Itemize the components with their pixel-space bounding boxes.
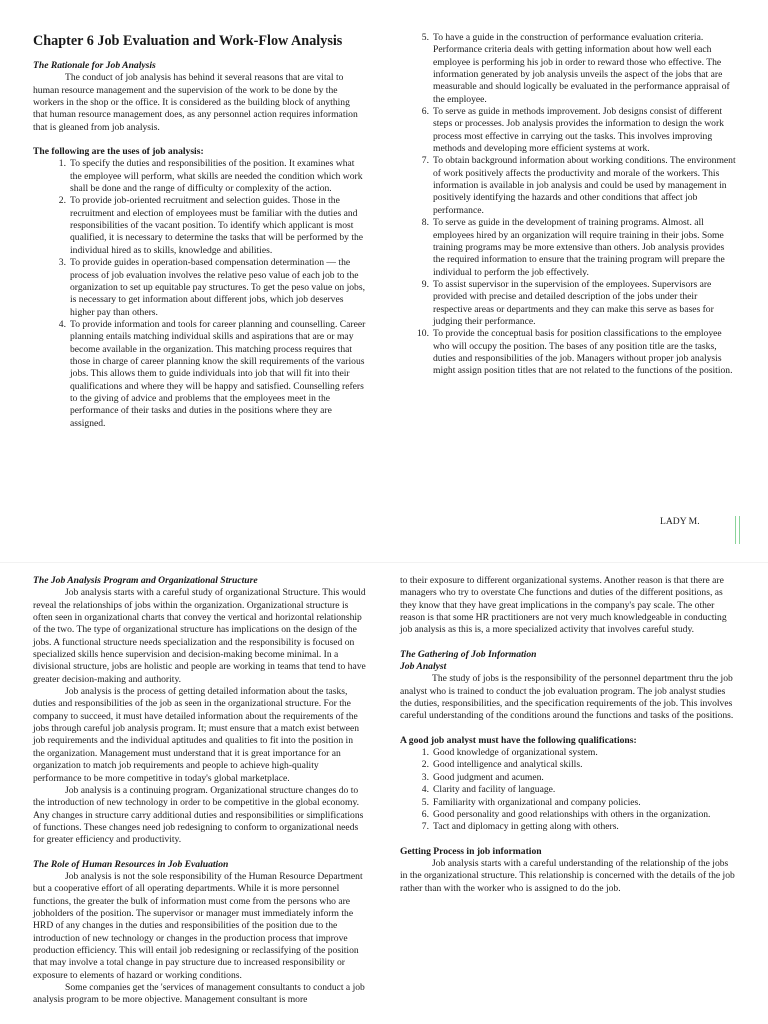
role-paragraph: Some companies get the 'services of management consultants to conduct a job analysis program to be more objective. Management consultant is more [33, 982, 365, 1006]
list-item [400, 809, 736, 821]
list-item [400, 155, 736, 217]
list-item [400, 328, 736, 377]
list-number: 6. [421, 106, 429, 118]
process-paragraph: Job analysis starts with a careful understanding of the relationship of the jobs in the organizational structure. This relationship is concerned with the details of the job rather than with the worker who is assigned to do the job. [400, 857, 735, 894]
list-number: 3. [58, 257, 66, 269]
page-footer-author: LADY M. [660, 516, 700, 527]
list-number: 1. [58, 158, 66, 170]
decorative-bar [735, 516, 736, 544]
list-item [400, 747, 736, 759]
list-text: To provide information and tools for career planning and counselling. Career planning entails matching individual skills and aspirations that are or may become available in the organization. This matching process requires that those in charge of career planning know the skill requirements of the various jobs. This allows them to guide individuals into job that will fit into their qualifications and where they will be happy and satisfied. Counselling refers to the giving of advice and problems that the employees meet in the performance of their tasks and duties in the positions where they are assigned. [70, 318, 366, 429]
structure-paragraph: Job analysis is the process of getting detailed information about the tasks, duties and responsibilities of the job as seen in the organizational structure. For the company to succeed, it must have detailed information about the requirements of the jobs through careful job analysis program. It; must ensure that a match exist between job requirements and the individual aptitudes and qualities to fit into the position in the organization. Management must understand that it is great importance for an organization to match job requirements and people to achieve high-quality performance to be more competitive in today's global marketplace. [33, 686, 360, 784]
list-number: 7. [421, 821, 429, 833]
list-text: To specify the duties and responsibilities of the position. It examines what the employee will perform, what skills are needed the condition which work shall be done and the range of difficulty or complexity of the action. [70, 158, 363, 195]
list-text: Good knowledge of organizational system. [433, 747, 598, 759]
list-number: 1. [421, 747, 429, 759]
list-number: 5. [421, 32, 429, 43]
list-item [33, 195, 366, 257]
list-text: Clarity and facility of language. [433, 784, 556, 796]
analyst-paragraph: The study of jobs is the responsibility of the personnel department thru the job analyst who is trained to conduct the job evaluation program. The job analyst studies the duties, responsibilities, and the specification requirements of the job. This involves careful understanding of the conditions around the functions and tasks of the positions. [400, 673, 734, 722]
list-number: 3. [421, 771, 429, 783]
list-item [400, 32, 736, 106]
structure-heading: The Job Analysis Program and Organizational Structure [33, 575, 258, 586]
list-item [400, 106, 736, 155]
list-item [400, 797, 736, 809]
list-number: 5. [421, 796, 429, 808]
list-item [33, 319, 366, 430]
process-heading: Getting Process in job information [400, 845, 542, 857]
uses-list-left [33, 158, 366, 430]
uses-heading: The following are the uses of job analysis: [33, 146, 204, 158]
list-number: 4. [58, 318, 66, 330]
list-number: 4. [421, 784, 429, 796]
chapter-title: Chapter 6 Job Evaluation and Work-Flow Analysis [33, 33, 343, 49]
list-text: To serve as guide in methods improvement. Job designs consist of different steps or processes. Job analysis provides the information to design the work process most effective in carrying out the tasks. This involves improving methods and developing more efficient systems at work. [433, 106, 724, 155]
list-text: To provide job-oriented recruitment and selection guides. Those in the recruitment and election of employees must be familiar with the duties and responsibilities of the vacant position. To identify which applicant is most qualified, it is necessary to determine the tasks that will be performed by the individual hired as to skills, knowledge and abilities. [70, 195, 364, 256]
page1-right-column [400, 32, 736, 378]
page2-left-column [33, 575, 366, 1007]
page2-right-column [400, 575, 736, 895]
structure-paragraph: Job analysis is a continuing program. Organizational structure changes do to the introduction of new technology in order to be competitive in the global economy. Any changes in structure carry additional duties and responsibilities or simplifications of functions. These changes need job redesigning to conform to organizational needs for greater efficiency and productivity. [33, 784, 364, 846]
list-text: Good personality and good relationships with others in the organization. [433, 808, 711, 820]
list-number: 2. [58, 195, 66, 207]
list-text: Good judgment and acumen. [433, 771, 544, 783]
list-text: To have a guide in the construction of performance evaluation criteria. Performance criteria deals with getting information about how well each employee is performing his job in order to reward those who effective. The information generated by job analysis unveils the aspect of the jobs that are measurable and should logically be evaluated in the performance appraisal of the employee. [433, 32, 730, 105]
list-item [33, 158, 366, 195]
list-text: To assist supervisor in the supervision of the employees. Supervisors are provided with precise and detailed description of the jobs under their respective areas or departments and they can make this serve as bases for judging their performance. [433, 278, 714, 327]
analyst-heading: Job Analyst [400, 661, 447, 673]
list-item [400, 759, 736, 771]
list-text: To obtain background information about working conditions. The environment of work positively affects the productivity and morale of the workers. This information is available in job analysis and could be used by management in positively identifying the hazards and other conditions that affect job performance. [433, 155, 736, 216]
list-text: To provide guides in operation-based compensation determination — the process of job evaluation involves the relative peso value of each job to the organization to set up equitable pay structures. To get the peso value on jobs, is necessary to get information about different jobs, which job deserves higher pay than others. [70, 257, 365, 318]
list-number: 10. [417, 328, 429, 340]
list-number: 2. [421, 759, 429, 771]
list-text: Good intelligence and analytical skills. [433, 759, 583, 771]
role-heading: The Role of Human Resources in Job Evaluation [33, 858, 229, 870]
uses-list-right [400, 32, 736, 378]
list-item [400, 217, 736, 279]
list-item [400, 821, 736, 833]
continued-paragraph: to their exposure to different organizational systems. Another reason is that there are managers who try to overstate Che functions and duties of the different positions, as they know that they have great implications in the company's pay scale. The other reason is that some HR practitioners are not very much knowledgeable in conducting job analysis as this is, a more specialized activity that involves careful study. [400, 575, 727, 636]
list-number: 8. [421, 217, 429, 229]
list-item [400, 784, 736, 796]
rationale-paragraph: The conduct of job analysis has behind it several reasons that are vital to human resource management and the supervision of the work to be done by the workers in the shop or the office. It is considered as the building block of anything that human resource management does, as any personnel action requires information that is gleaned from job analysis. [33, 72, 358, 133]
list-text: Tact and diplomacy in getting along with others. [433, 821, 619, 833]
decorative-bar [739, 516, 740, 544]
page-divider [0, 562, 768, 563]
role-paragraph: Job analysis is not the sole responsibility of the Human Resource Department but a cooperative effort of all operating departments. While it is more personnel functions, the greater the bulk of information must come from the persons who are jobholders of the position. The supervisor or manager must immediately inform the HRD of any changes in the duties and responsibilities of the position due to the introduction of new technology or changes in the production process that improve production efficiency. This will entail job redesigning or reclassifying of the position that may involve a total change in pay structure due to increased responsibility or exposure to elements of hazard or working conditions. [33, 870, 363, 981]
list-item [400, 279, 736, 328]
qualifications-heading: A good job analyst must have the following qualifications: [400, 734, 637, 746]
page1-left-column [33, 32, 366, 430]
list-number: 9. [421, 278, 429, 290]
rationale-heading: The Rationale for Job Analysis [33, 60, 156, 71]
structure-paragraph: Job analysis starts with a careful study of organizational Structure. This would reveal the relationships of jobs within the organization. Organizational structure is often seen in organizational charts that convey the vertical and horizontal relationship of the two. The type of organizational structure has implications on the design of the jobs. A functional structure needs specialization and the responsibility is focused on specialized skills hence supervision and decision-making become minimal. In a divisional structure, jobs are holistic and people are working in teams that tend to have greater decision-making and authority. [33, 587, 366, 685]
list-number: 7. [421, 155, 429, 167]
gathering-heading: The Gathering of Job Information [400, 648, 537, 660]
qualifications-list [400, 747, 736, 833]
list-text: Familiarity with organizational and company policies. [433, 796, 641, 808]
list-number: 6. [421, 808, 429, 820]
list-text: To serve as guide in the development of training programs. Almost. all employees hired by an organization will require training in their jobs. Some training programs may be more extensive than others. Job analysis provides the required information to ensure that the training program will prepare the individual to perform the job effectively. [433, 217, 725, 278]
list-item [400, 772, 736, 784]
list-text: To provide the conceptual basis for position classifications to the employee who will occupy the position. The bases of any position title are the tasks, duties and responsibilities of the job. Managers without proper job analysis might assign position titles that are not related to the functions of the position. [433, 328, 733, 377]
list-item [33, 257, 366, 319]
